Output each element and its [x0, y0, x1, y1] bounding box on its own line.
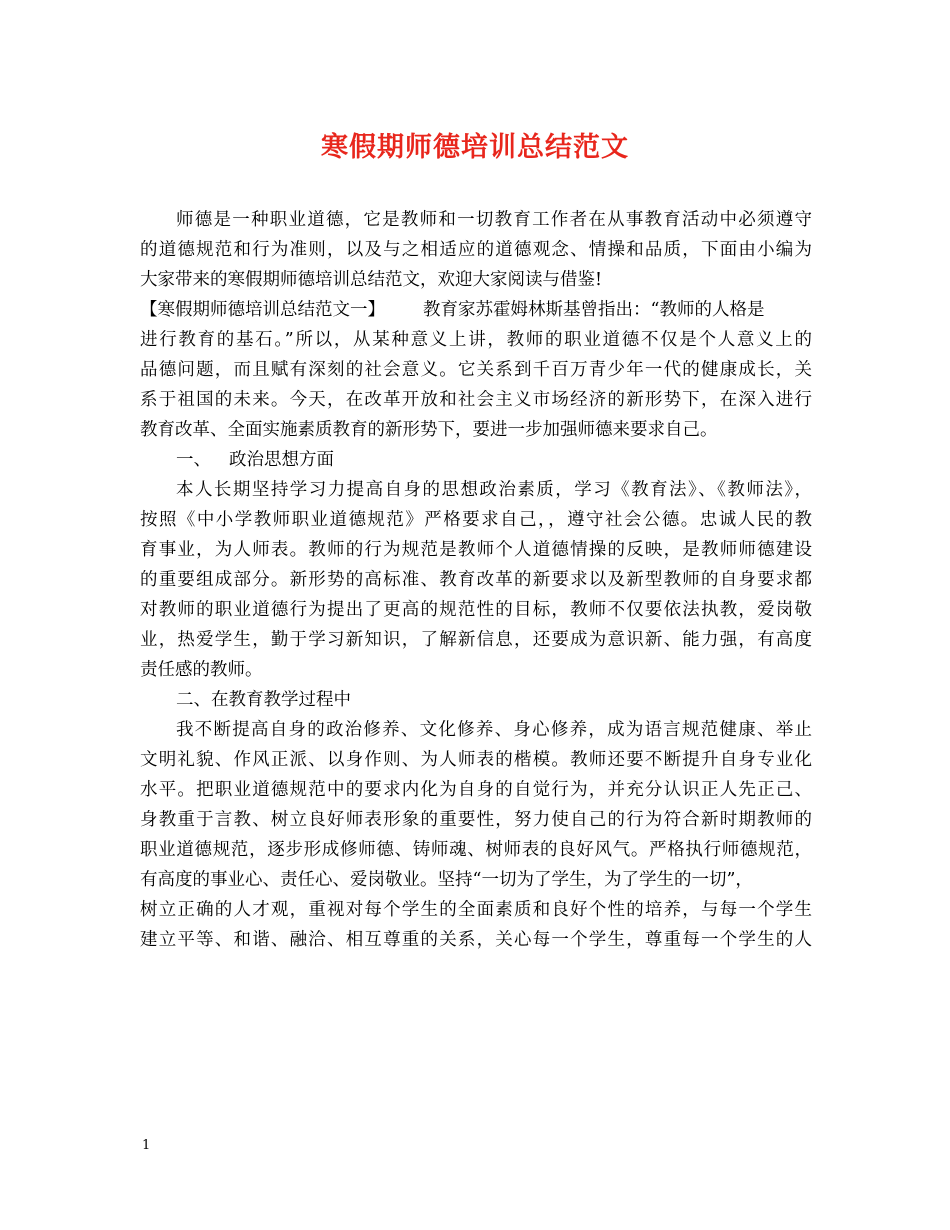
teaching-line: 身教重于言教、树立良好师表形象的重要性，努力使自己的行为符合新时期教师的	[140, 810, 812, 830]
teaching-line: 有高度的事业心、责任心、爱岗敬业。坚持“一切为了学生，为了学生的一切”，	[140, 870, 753, 890]
section-one-lead-text: 教育家苏霍姆林斯基曾指出：“教师的人格是	[423, 300, 765, 320]
politics-line: 对教师的职业道德行为提出了更高的规范性的目标，教师不仅要依法执教，爱岗敬	[140, 600, 812, 620]
politics-line: 的重要组成部分。新形势的高标准、教育改革的新要求以及新型教师的自身要求都	[140, 570, 812, 590]
heading-politics-text: 政治思想方面	[229, 450, 334, 470]
heading-teaching: 二、在教育教学过程中	[176, 690, 351, 710]
politics-line: 按照《中小学教师职业道德规范》严格要求自己，，遵守社会公德。忠诚人民的教	[140, 510, 812, 530]
heading-politics-number: 一、	[176, 450, 211, 470]
section-one-lead-line	[140, 295, 812, 325]
politics-line: 业，热爱学生，勤于学习新知识，了解新信息，还要成为意识新、能力强，有高度	[140, 630, 812, 650]
teaching-line: 职业道德规范，逐步形成修师德、铸师魂、树师表的良好风气。严格执行师德规范，	[140, 840, 812, 860]
section-one-tag: 【寒假期师德培训总结范文一】	[140, 300, 385, 320]
intro-line: 师德是一种职业道德，它是教师和一切教育工作者在从事教育活动中必须遵守	[176, 210, 812, 230]
politics-line: 责任感的教师。	[140, 660, 263, 680]
section-one-line: 品德问题，而且赋有深刻的社会意义。它关系到千百万青少年一代的健康成长，关	[140, 360, 812, 380]
page-number: 1	[142, 1138, 151, 1153]
politics-line: 本人长期坚持学习力提高自身的思想政治素质，学习《教育法》、《教师法》，	[176, 480, 812, 500]
section-one-line: 系于祖国的未来。今天，在改革开放和社会主义市场经济的新形势下，在深入进行	[140, 390, 812, 410]
teaching-line: 建立平等、和谐、融洽、相互尊重的关系，关心每一个学生，尊重每一个学生的人	[140, 930, 812, 950]
teaching-line: 水平。把职业道德规范中的要求内化为自身的自觉行为，并充分认识正人先正己、	[140, 780, 812, 800]
document-title: 寒假期师德培训总结范文	[321, 132, 629, 163]
section-one-line: 进行教育的基石。”所以，从某种意义上讲，教师的职业道德不仅是个人意义上的	[140, 330, 812, 350]
teaching-line: 文明礼貌、作风正派、以身作则、为人师表的楷模。教师还要不断提升自身专业化	[140, 750, 812, 770]
intro-line: 的道德规范和行为准则，以及与之相适应的道德观念、情操和品质，下面由小编为	[140, 240, 812, 260]
teaching-line: 树立正确的人才观，重视对每个学生的全面素质和良好个性的培养，与每一个学生	[140, 900, 812, 920]
intro-line: 大家带来的寒假期师德培训总结范文，欢迎大家阅读与借鉴!	[140, 270, 603, 290]
teaching-line: 我不断提高自身的政治修养、文化修养、身心修养，成为语言规范健康、举止	[176, 720, 812, 740]
section-one-line: 教育改革、全面实施素质教育的新形势下，要进一步加强师德来要求自己。	[140, 420, 718, 440]
heading-politics	[140, 445, 812, 475]
document-body	[140, 205, 812, 955]
politics-line: 育事业，为人师表。教师的行为规范是教师个人道德情操的反映，是教师师德建设	[140, 540, 812, 560]
